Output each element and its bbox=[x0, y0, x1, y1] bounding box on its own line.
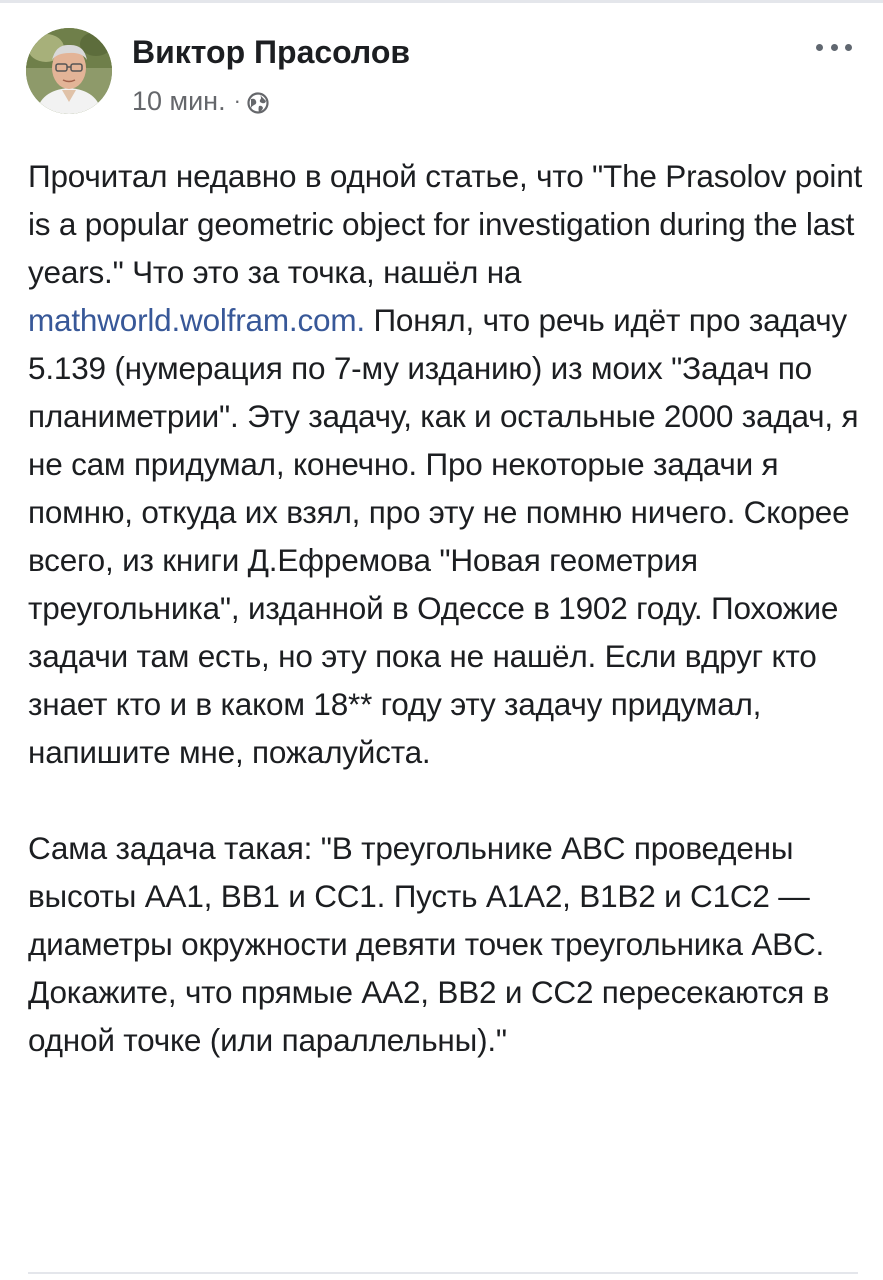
meta-separator: · bbox=[233, 88, 241, 113]
avatar[interactable] bbox=[26, 28, 112, 114]
post-meta bbox=[132, 85, 269, 117]
post-paragraph-1 bbox=[28, 152, 866, 776]
top-divider bbox=[0, 0, 883, 3]
more-dots-icon[interactable] bbox=[812, 32, 856, 62]
post-text bbox=[28, 152, 866, 1064]
bottom-divider bbox=[28, 1272, 858, 1274]
avatar-image bbox=[26, 28, 112, 114]
mathworld-link[interactable]: mathworld.wolfram.com. bbox=[28, 302, 365, 338]
paragraph-1-text-before: Прочитал недавно в одной статье, что "The Prasolov point is a popular geometric object for investigation during the last years." Что это за точка, нашёл на bbox=[28, 158, 863, 290]
paragraph-1-text-after: Понял, что речь идёт про задачу 5.139 (нумерация по 7-му изданию) из моих "Задач по планиметрии". Эту задачу, как и остальные 2000 задач, я не сам придумал, конечно. Про некоторые задачи я помню, откуда их взял, про эту не помню ничего. Скорее всего, из книги Д.Ефремова "Новая геометрия треугольника", изданной в Одессе в 1902 году. Похожие задачи там есть, но эту пока не нашёл. Если вдруг кто знает кто и в каком 18** году эту задачу придумал, напишите мне, пожалуйста. bbox=[28, 302, 859, 770]
post-paragraph-2: Сама задача такая: "В треугольнике ABC проведены высоты AA1, BB1 и CC1. Пусть A1A2, B1B2 и C1C2 —диаметры окружности девяти точек треугольника ABC. Докажите, что прямые AA2, BB2 и CC2 пересекаются в одной точке (или параллельны)." bbox=[28, 830, 830, 1058]
globe-icon[interactable] bbox=[247, 90, 269, 112]
post-header bbox=[26, 28, 856, 118]
author-name[interactable]: Виктор Прасолов bbox=[132, 34, 411, 70]
post-time[interactable]: 10 мин. bbox=[132, 85, 226, 116]
